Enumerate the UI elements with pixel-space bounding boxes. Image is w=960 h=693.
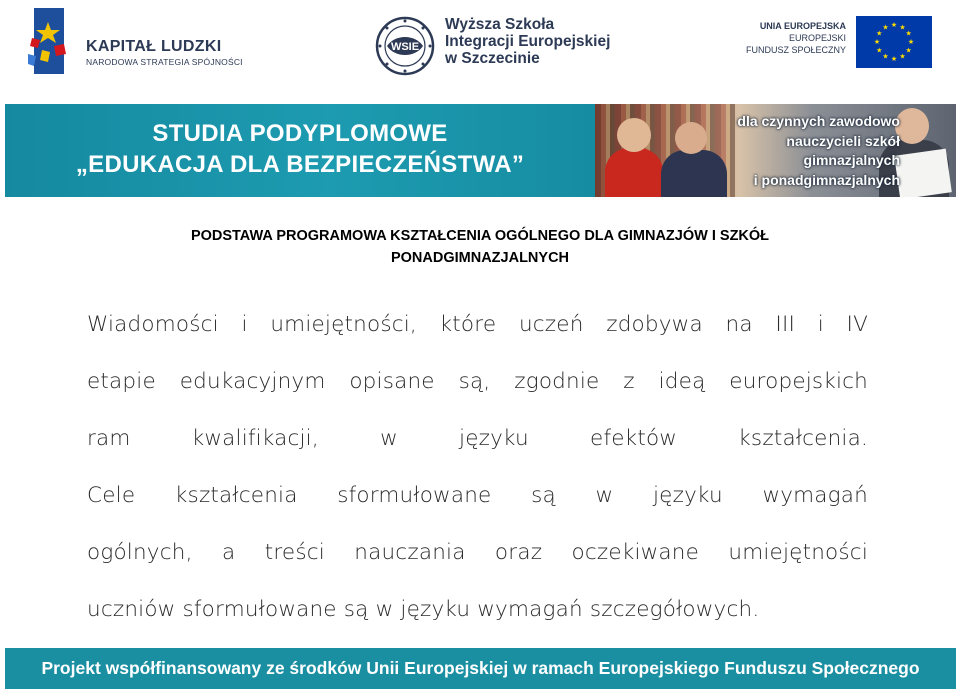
student-head	[617, 118, 651, 152]
eu-logo-line3: FUNDUSZ SPOŁECZNY	[745, 45, 846, 55]
svg-text:★: ★	[907, 38, 915, 46]
kapital-ludzki-subtitle: NARODOWA STRATEGIA SPÓJNOŚCI	[86, 57, 243, 67]
banner-photo	[595, 104, 956, 197]
svg-text:★: ★	[905, 46, 912, 55]
svg-text:★: ★	[882, 23, 889, 32]
banner-title-area	[5, 104, 595, 197]
svg-text:★: ★	[876, 46, 883, 55]
banner-title-line1: STUDIA PODYPLOMOWE	[152, 120, 448, 147]
wsie-name-line1: Wyższa Szkoła	[445, 16, 555, 33]
student-figure	[605, 148, 663, 197]
body-paragraph	[87, 296, 868, 638]
wsie-name-line2: Integracji Europejskiej	[445, 33, 611, 50]
banner-caption	[700, 112, 900, 190]
eu-logo-text	[746, 20, 846, 56]
body-line: Cele kształcenia sformułowane są w języku wymagań	[87, 483, 868, 508]
svg-text:★: ★	[876, 29, 883, 38]
section-heading	[100, 225, 860, 269]
wsie-seal-icon	[375, 16, 435, 76]
wsie-name	[445, 16, 610, 67]
course-banner	[5, 104, 956, 197]
banner-caption-line3: gimnazjalnych	[803, 152, 900, 168]
eu-flag-icon	[856, 16, 932, 68]
eu-logo-line1: UNIA EUROPEJSKA	[759, 21, 846, 31]
svg-text:★: ★	[882, 52, 889, 61]
section-heading-line2: PONADGIMNAZJALNYCH	[390, 250, 570, 266]
kapital-ludzki-mark-icon	[28, 8, 70, 74]
eu-logo-line2: EUROPEJSKI	[788, 33, 846, 43]
kapital-ludzki-title: KAPITAŁ LUDZKI	[86, 38, 222, 55]
body-line: Wiadomości i umiejętności, które uczeń zdobywa na III i IV	[87, 312, 868, 337]
svg-text:★: ★	[890, 21, 898, 29]
svg-text:★: ★	[899, 52, 906, 61]
wsie-name-line3: w Szczecinie	[445, 50, 540, 67]
paper-sheet	[894, 149, 952, 197]
funding-footer-text: Projekt współfinansowany ze środków Unii Europejskiej w ramach Europejskiego Funduszu Społecznego	[41, 658, 920, 678]
banner-title-line2: „EDUKACJA DLA BEZPIECZEŃSTWA”	[75, 151, 525, 178]
banner-caption-line4: i ponadgimnazjalnych	[753, 171, 900, 188]
body-line: ogólnych, a treści nauczania oraz oczekiwane umiejętności	[87, 540, 868, 565]
banner-title	[5, 118, 595, 180]
body-line: ram kwalifikacji, w języku efektów kształcenia.	[87, 426, 868, 451]
svg-text:★: ★	[899, 23, 906, 32]
wsie-seal-text: WSIE	[390, 41, 420, 53]
svg-text:★: ★	[873, 38, 881, 46]
body-line: etapie edukacyjnym opisane są, zgodnie z ideą europejskich	[87, 369, 868, 394]
kapital-ludzki-logo	[28, 8, 248, 78]
eu-logo	[742, 16, 932, 71]
logo-row	[0, 0, 960, 90]
banner-caption-line2: nauczycieli szkół	[786, 132, 900, 149]
banner-caption-line1: dla czynnych zawodowo	[737, 113, 900, 129]
body-line: uczniów sformułowane są w języku wymagań szczegółowych.	[87, 597, 760, 622]
woman-head	[895, 108, 929, 144]
wsie-logo	[375, 12, 620, 74]
svg-text:★: ★	[905, 29, 912, 38]
svg-text:★: ★	[890, 55, 898, 63]
section-heading-line1: PODSTAWA PROGRAMOWA KSZTAŁCENIA OGÓLNEGO DLA GIMNAZJÓW I SZKÓŁ	[190, 228, 770, 244]
funding-footer	[5, 648, 956, 689]
